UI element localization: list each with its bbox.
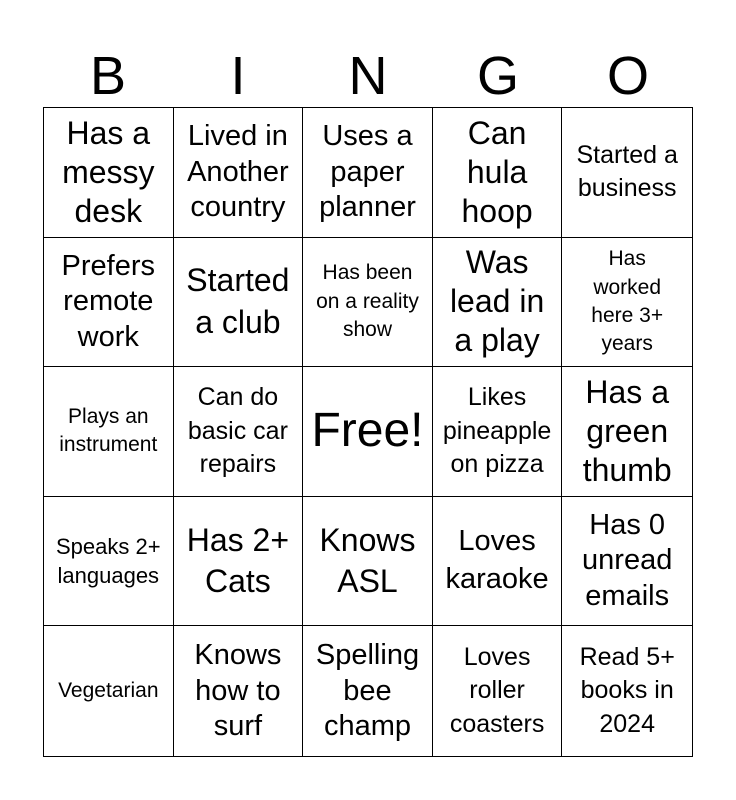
bingo-cell[interactable] <box>433 108 563 238</box>
bingo-cell-label: Read 5+ books in 2024 <box>579 642 675 739</box>
bingo-cell[interactable] <box>44 108 174 238</box>
bingo-cell-label: Spelling bee champ <box>315 639 420 742</box>
bingo-cell-label: Has 2+ Cats <box>186 521 290 600</box>
bingo-cell[interactable] <box>433 626 563 756</box>
bingo-cell[interactable] <box>562 238 692 368</box>
bingo-cell-free[interactable] <box>303 367 433 497</box>
bingo-cell-label: Knows how to surf <box>194 639 282 742</box>
bingo-cell-label: Lived in Another country <box>187 120 289 223</box>
bingo-cell[interactable] <box>303 238 433 368</box>
bingo-cell-label: Can hula hoop <box>461 114 533 229</box>
bingo-cell[interactable] <box>174 367 304 497</box>
bingo-cell[interactable] <box>44 367 174 497</box>
bingo-cell-label: Plays an instrument <box>59 405 158 457</box>
bingo-cell[interactable] <box>303 497 433 627</box>
bingo-cell[interactable] <box>174 626 304 756</box>
header-letter-n: N <box>348 46 388 106</box>
bingo-cell[interactable] <box>174 238 304 368</box>
bingo-cell-label: Has a green thumb <box>582 373 672 488</box>
bingo-cell[interactable] <box>433 238 563 368</box>
bingo-cell[interactable] <box>562 497 692 627</box>
bingo-cell[interactable] <box>44 626 174 756</box>
bingo-cell-label: Loves karaoke <box>445 525 549 596</box>
header-letter-o: O <box>606 46 649 106</box>
bingo-cell-label: Likes pineapple on pizza <box>442 382 552 479</box>
bingo-header <box>43 44 693 108</box>
bingo-cell[interactable] <box>303 108 433 238</box>
bingo-cell-label: Was lead in a play <box>449 244 545 359</box>
bingo-cell[interactable] <box>562 367 692 497</box>
bingo-cell-label: Uses a paper planner <box>319 120 416 223</box>
bingo-cell-label: Speaks 2+ languages <box>56 534 161 589</box>
bingo-cell-label: Loves roller coasters <box>449 642 545 739</box>
header-letter-g: G <box>476 46 519 106</box>
bingo-cell-label: Has 0 unread emails <box>582 509 673 612</box>
header-letter-i: I <box>230 46 246 106</box>
bingo-cell[interactable] <box>433 497 563 627</box>
bingo-cell-label: Has worked here 3+ years <box>591 247 664 356</box>
bingo-cell-label: Has been on a reality show <box>316 261 419 342</box>
free-space-label: Free! <box>311 404 424 458</box>
bingo-cell-label: Knows ASL <box>319 521 416 600</box>
bingo-cell-label: Can do basic car repairs <box>187 382 288 479</box>
bingo-cell[interactable] <box>562 626 692 756</box>
bingo-cell[interactable] <box>44 238 174 368</box>
bingo-cell[interactable] <box>303 626 433 756</box>
bingo-cell-label: Vegetarian <box>58 679 159 703</box>
bingo-cell[interactable] <box>174 108 304 238</box>
bingo-cell[interactable] <box>562 108 692 238</box>
bingo-cell[interactable] <box>44 497 174 627</box>
bingo-cell-label: Prefers remote work <box>61 249 156 353</box>
header-letter-b: B <box>89 46 127 106</box>
bingo-board <box>43 107 693 757</box>
bingo-cell-label: Started a business <box>576 140 678 203</box>
bingo-cell[interactable] <box>433 367 563 497</box>
bingo-cell-label: Has a messy desk <box>62 114 155 229</box>
bingo-cell-label: Started a club <box>186 262 290 340</box>
bingo-cell[interactable] <box>174 497 304 627</box>
